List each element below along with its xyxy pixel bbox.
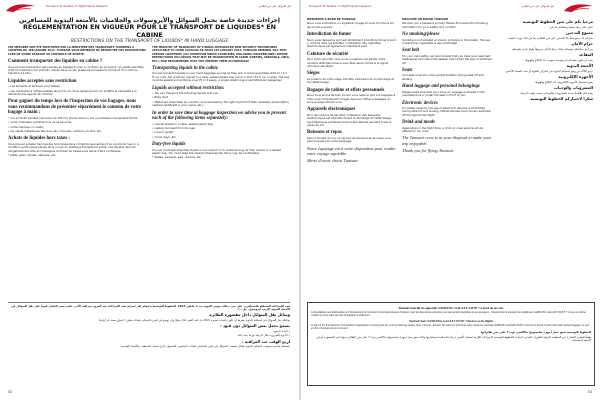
section-text: For your own safety, we recommend that you keep your seat belt fastened at all times while seated, even when the sign is switched off. xyxy=(402,53,492,65)
section-text-ar: يمنع استعمال الأجهزة الإلكترونية عند الإقلاع والهبوط. xyxy=(534,79,593,84)
closing-fr: Notre équipage est à votre disposition pour rendre votre voyage agréable. xyxy=(307,145,396,156)
section-text-ar: يقدم لكم طاقمنا خدمة المشروبات والوجبات حسب توقيت الرحلة. xyxy=(519,90,593,95)
list-item: • Les aliments et boissons pour bébés. xyxy=(8,84,61,89)
left-arabic-block xyxy=(8,300,290,350)
section-title: In order to save time at baggage inspection we advise you to present each of the following items separately: xyxy=(152,110,286,122)
section-title-ar: ممنوع التدخين xyxy=(566,30,593,35)
left-col-fr xyxy=(8,46,146,158)
list-item: • Medicines prescribed by a doctor, accompanied by the right of proof of their necessity (prescription, medical certificate in your name, etc.) xyxy=(152,99,290,108)
list-item: • Baby food xyxy=(152,95,169,100)
section-title: Drink and meals xyxy=(402,120,436,126)
section-title: Pour gagner du temps lors de l'inspection de vos bagages, nous vous recommandons de présenter séparément le contenu de votre bagage à main : xyxy=(8,99,142,116)
right-col-en xyxy=(402,18,492,156)
section-text: Your seat must be in the upright position during take-off and landing. xyxy=(402,73,484,81)
header-label: Transport de liquides / In-flight liquids transport xyxy=(309,5,371,8)
section-text: Vous pouvez transporter des liquides en bagage à main à condition qu'ils soient : en petits quantités (100 ml maximum par produit), placés dans un sac plastique transparent, fermé et d'un volume maximal d'1 litre. xyxy=(8,64,144,76)
section-text: You can purchase duty-free liquids in any airport or on board as long as they remain in a sealed plastic bag. You must keep the receipt otherwise the items may be confiscated. xyxy=(152,147,281,155)
section-title-ar: وسائل نقل السوائل داخل مقصورة الطائرة xyxy=(209,312,290,318)
section-title: Interdiction de fumer xyxy=(307,32,352,38)
page-number: 52 xyxy=(8,390,13,394)
list-item: • Coat or jacket xyxy=(152,130,174,135)
left-title-block xyxy=(14,17,285,44)
section-text-ar: يمكنكم نقل السوائل في أمتعتكم اليدوية بشرط أن تكون بكميات صغيرة (100 مل كحد أقصى لكل منتج) وأن توضع في كيس بلاستيكي شفاف مغلق لا تتجاوز سعته لتراً واحداً. xyxy=(97,318,290,322)
section-title: Achats de liquides hors taxes : xyxy=(8,136,70,142)
left-page xyxy=(0,0,299,400)
right-page xyxy=(301,0,600,400)
section-title: Ceinture de sécurité xyxy=(307,51,349,57)
samsung-notice-box xyxy=(307,302,595,386)
section-title: No smoking/please xyxy=(402,32,440,38)
list-item: • You can transport the following liquids with you: xyxy=(152,91,220,96)
header-label: Transport de liquides / In-flight liquids transport xyxy=(46,5,108,8)
welcome-title-en: WELCOME ON BOARD TUNISAIR xyxy=(402,18,448,21)
thanks-fr: Merci d'avoir choisi Tunisair. xyxy=(307,158,359,164)
intro-fr: CES MESURES ONT ÉTÉ INSTITUÉES PAR LA MINISTÈRE DES TRANSPORTS TUNISIENS À COMPTER DU 1ER JANVIER 2014. TUNISAIR VOUS REMERCIE DE RESPECTER CES DISPOSITIONS LORS DE VOTRE PASSAGE AU CONTRÔLE DE SÛRETÉ. xyxy=(8,46,146,56)
footnote: * pâtes, gels, crèmes, aérosols, etc. xyxy=(8,152,57,157)
intro-en: THE MINISTRY OF TRANSPORT OF TUNISIA INTRODUCED NEW SECURITY PROCEDURES APPLICABLE TO HAND LUGGAGE AS FROM 1ST JANUARY 2014. TUNISAIR REMINDS YOU THAT CERTAIN COUNTRIES (ALL EUROPEAN UNION COUNTRIES, INCLUDING SWITZERLAND) IMPOSE RESTRICTIONS ON LIQUIDS THAT MAY BE TRANSPORTED IN CABIN (CREAMS, AEROSOLS, GELS, ETC.) AND RECOMMENDS THAT YOU PREPARE THEM ACCORDINGLY. xyxy=(152,46,290,63)
section-title-ar: الأجهزة الإلكترونية xyxy=(558,74,593,79)
welcome-title-fr: BIENVENUE À BORD DE TUNISAIR xyxy=(307,18,356,21)
list-item: • votre ordinateur portable hors de sa sacoche, xyxy=(8,120,72,125)
section-title-ar: الأمتعة اليدوية xyxy=(566,63,593,68)
section-text-ar: نرجو التأكد من وضع أمتعتكم اليدوية في الخزائن العلوية أو تحت المقعد الأمامي. xyxy=(504,68,593,73)
section-title-ar: لربح الوقت عند المراقبة : xyxy=(242,338,290,344)
thanks-en: Thank you for flying Tunisair. xyxy=(402,148,455,154)
section-title: Sièges xyxy=(307,71,320,77)
list-item: • Les médications indispensables durant le vol. Vous devez pouvoir en justifier la nécessité à la demande des agents de contrôle. xyxy=(8,88,137,97)
notice-text-ar: طبقاً للنشرة الصادرة عن المنظمة الدولية للطيران المدني، اتخذت الخطوط التونسية الإجراءات اللازمة لضمان أقصى درجات السلامة لمسافريها وذلك بمنع حمل أجهزة سامسونج جالاكسي نوت 7 على متن الطائرة سواء في المقصورة أو في الأمتعة المسجلة. xyxy=(316,334,591,343)
section-text: Please make sure that your carry-on luggage is stowed in the overhead bins or under the seat in front of you. xyxy=(402,89,485,98)
right-col-fr xyxy=(307,18,397,166)
section-title: Electronic devices xyxy=(402,100,438,106)
section-text: You can transport liquids in your hand baggage as long as they are: in small quantities (100 ml / 3.4 fl. oz. max. per product), placed in a clear, sealed plastic bag (up to 1 litre / 34 fl. oz. in size). The bag must be sealed and all items must fit in it easily. A single plastic bag is permitted per passenger. xyxy=(152,71,290,83)
header-label-ar: نقل السوائل على متن الطائرة xyxy=(258,5,291,8)
section-text-ar: يجب أن يكون مقعدكم في وضعية عمودية عند الإقلاع والهبوط. xyxy=(524,57,593,62)
section-title-ar: حزام الأمان xyxy=(571,41,593,46)
divider xyxy=(8,302,290,303)
page-title-ar: إجراءات جديدة خاصة بحمل السوائل والأيروسولات والجلاميات بالأمتعة اليدوية للمسافرين xyxy=(19,17,280,24)
section-text-ar: من أجل سلامتكم نوصيكم بإبقاء حزام الأمان مربوطاً طوال فترة جلوسكم. xyxy=(511,46,593,51)
footnote: * Pastes, aerosols, gels, creams, etc. xyxy=(152,155,202,160)
section-text: Smoking is not allowed on board, including in the toilets. The use of electronic cigarettes is also prohibited. xyxy=(402,37,490,46)
notice-title-fr: Tunisair interdit les appareils SAMSUNG GALAXY NOTE 7 à bord de ses vols xyxy=(398,306,504,310)
list-item: • Laptop removed from its case xyxy=(152,125,195,130)
section-title: Boissons et repas xyxy=(307,130,342,136)
section-title: Seats xyxy=(402,68,413,74)
section-text-ar: ننصحكم بتقديم محتويات أمتعتكم اليدوية بشكل منفصل: السوائل في كيس بلاستيكي شفاف، الحاسوب المحمول خارج حقيبته، المعطف، والأشياء المعدنية. xyxy=(120,344,290,349)
thanks-ar: شكرا لاختياركم الخطوط التونسية. xyxy=(529,96,593,101)
section-text: Selon l'horaire du vol, un service de boissons et de repas vous sera proposé par notre équipage. xyxy=(307,135,392,144)
section-text: Depending on the flight time, a drink or meal service will be offered by our crew. xyxy=(402,125,483,133)
section-text-ar: نذكركم بأنه يمنع منعاً باتاً التدخين على متن الطائرة بما في ذلك دورات المياه. xyxy=(507,35,593,40)
section-text: La position de votre siège doit être verticale lors du décollage et de l'atterrissage. xyxy=(307,76,394,85)
section-title: Duty-free liquids xyxy=(152,142,186,148)
notice-title-en: Tunisair bans SAMSUNG GALAXY NOTE 7 devices on its flights xyxy=(408,318,494,323)
section-title: Transporting liquids in the cabin: xyxy=(152,66,219,72)
section-text: Nous vous prions de bien vouloir vous assurer que vos bagages à main sont correctement rangés dans les coffres à bagages ou sous le siège devant vous. xyxy=(307,93,396,104)
lead-en: We wish you a pleasant journey. Please find below the following information for your safety and comfort: xyxy=(402,21,488,29)
list-item: • أغذية الرضع. xyxy=(273,329,290,333)
section-text: Pour votre sécurité, nous vous conseillons de garder votre ceinture attachée lorsque vous êtes assis, même si le signal lumineux est éteint. xyxy=(307,57,389,69)
intro-ar: هذه الإجراءات المتعلقة بالمسافرين على متن رحلات تونس الجوية منذ 1 جانفي 2014. الخطوط التونسية تدعوكم إلى احترام هذه الإجراءات عند المرور بمراقبة الأمن. تقدم بعض البلدان قيوداً على نقل السوائل في الأمتعة اليدوية (كريم، أيروسول، جل...). xyxy=(10,303,290,311)
right-header xyxy=(301,0,600,16)
section-title: Liquids accepted without restriction: xyxy=(152,85,225,91)
left-header xyxy=(0,0,299,16)
notice-text-en: In light of the International Civil Aviation Organization's warning and the recall of Samsung Galaxy Note 7 devices, Tunisair has taken the following safety measures: banning SAMSUNG GALAXY NOTE 7 devices on board in both cabin and checked baggage, as well as their charging and use on board. xyxy=(311,323,590,330)
section-title-ar: المقاعد xyxy=(578,52,593,57)
list-item: • vos produits liquides (de moins de 100 ml) placés dans un sac en plastique transparent fermé, xyxy=(8,115,138,120)
section-text: For safety reasons, the use of electronic devices is prohibited during take-off and landing. Mobile phones must remain switched off throughout the flight. xyxy=(402,105,491,117)
section-text: Vous pouvez acheter des liquides hors taxes dans n'importe quel aéroport ou à bord de l'avion, à condition qu'ils soient placés dans un sac en plastique transparent scellé. Ces liquides devront obligatoirement être accompagnés du ticket de caisse sous peine d'être confisqués. xyxy=(8,141,139,153)
section-title-ar: يسمح بحمل بعض السوائل دون قيود : xyxy=(220,323,290,329)
notice-text-fr: Conformément au bulletin émis par l'Organisation de l'Aviation Civile Internationale, Tunisair a pris les dispositions suivantes pour une sécurité maximale de ses passagers : l'interdiction du transport des téléphones SAMSUNG GALAXY NOTE 7 à bord, en cabine comme en soute, ainsi que leur chargement et utilisation. xyxy=(311,311,586,318)
section-title: Appareils électroniques xyxy=(307,107,356,113)
list-item: • الأدوية الضرورية خلال الرحلة مع ما يثبت ذلك. xyxy=(236,333,290,338)
left-col-en xyxy=(152,46,290,161)
section-text: Nous vous rappelons qu'il est strictement interdit de fumer à bord y compris dans les toilettes. L'utilisation des cigarettes électroniques est également interdite à bord. xyxy=(307,37,397,49)
section-title: Bagages de cabine et effets personnels xyxy=(307,87,385,93)
page-title-en: RESTRICTIONS ON THE TRANSPORT OF LIQUIDS* IN HAND LUGGAGE xyxy=(70,39,229,44)
closing-en: The Tunisair crew is at your disposal to make your trip enjoyable. xyxy=(402,135,492,146)
lead-fr: Nous vous souhaitons un agréable voyage et vous informons sur les points suivants : xyxy=(307,21,395,29)
notice-title-ar: الخطوط التونسية تمنع حمل أجهزة سامسونج جالاكسي نوت 7 على متن طائراتها xyxy=(480,330,591,335)
header-label-ar: نقل السوائل على متن الطائرة xyxy=(521,5,554,8)
section-title: Liquides acceptés sans restriction xyxy=(8,78,77,84)
list-item: • Liquids placed in a clear, sealed plastic bag xyxy=(152,121,213,126)
page-title-fr: RÉGLEMENTATION EN VIGUEUR POUR LE TRANSPORT DE LIQUIDES* EN CABINE xyxy=(22,23,277,39)
right-col-ar xyxy=(497,18,593,103)
list-item: • Coins, keys, etc. xyxy=(152,134,177,139)
tunisair-logo-icon xyxy=(4,2,38,14)
page-number: 53 xyxy=(587,390,592,394)
list-item: • les objets métalliques tels que clés, monnaie, ceinture, montre, etc. xyxy=(8,128,102,133)
section-title-ar: المشروبات والوجبات xyxy=(554,85,593,90)
section-title: Seat belt xyxy=(402,48,419,54)
lead-ar: نتمنى لكم رحلة ممتعة ونعلمكم بما يلي : xyxy=(547,24,593,29)
list-item: • votre manteau ou veste, xyxy=(8,124,44,129)
section-title: Comment transporter des liquides en cabine ? xyxy=(8,59,103,65)
tunisair-logo-icon xyxy=(562,2,596,14)
section-text: Pour des raisons de sécurité, l'utilisation des appareils électroniques est interdite durant le décollage et l'atterrissage. Les téléphones portables doivent être éteints pendant toute la durée du vol. xyxy=(307,112,393,127)
welcome-title-ar: مرحبا بكم على متن الخطوط التونسية xyxy=(522,19,593,24)
section-title: Hand luggage and personal belongings xyxy=(402,84,480,90)
